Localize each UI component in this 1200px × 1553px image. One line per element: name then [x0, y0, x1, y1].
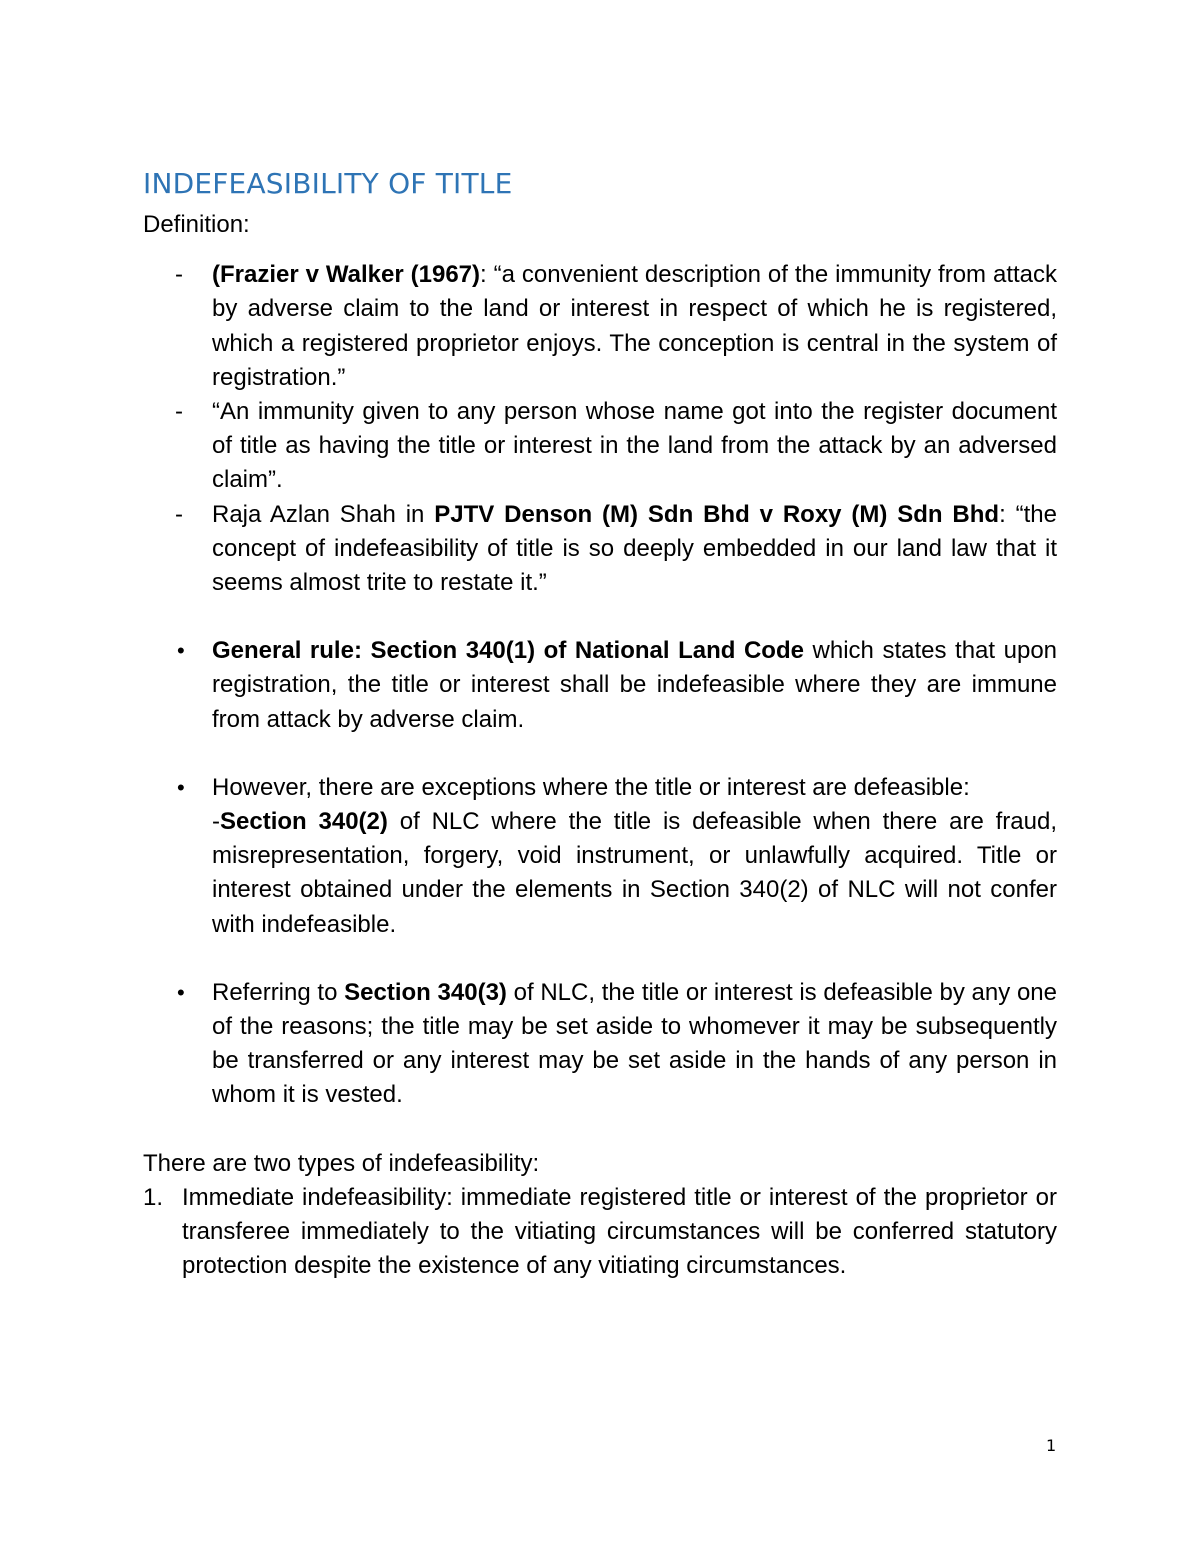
definition-item-marker: - [175, 261, 183, 289]
definition-list [143, 258, 1057, 600]
numbered-marker: 1. [143, 1183, 164, 1211]
definition-item-marker: - [175, 398, 183, 426]
bullet-text [212, 979, 1057, 1109]
types-intro: There are two types of indefeasibility: [143, 1149, 540, 1177]
numbered-item [143, 1181, 1057, 1284]
body-text: which states that upon registration, the title or interest shall be indefeasible where they are immune from attack by adverse claim. [212, 637, 1058, 733]
bold-text: PJTV Denson (M) Sdn Bhd v Roxy (M) Sdn Bhd [434, 500, 1000, 528]
bullet-item [143, 771, 1057, 942]
body-text: - [212, 808, 220, 836]
body-text: However, there are exceptions where the title or interest are defeasible: [212, 773, 970, 801]
definition-label: Definition: [143, 211, 250, 238]
bullet-marker: • [177, 979, 185, 1005]
definition-item-marker: - [175, 500, 183, 528]
paragraph-spacer [143, 600, 1057, 634]
definition-item [143, 395, 1057, 498]
body-text: of NLC where the title is defeasible when there are fraud, misrepresentation, forgery, void instrument, or unlawfully acquired. Title or interest obtained under the elements in Section 340(2) of NLC will not confer with indefeasible. [212, 808, 1057, 938]
bullet-marker: • [177, 774, 185, 800]
page-number: 1 [1046, 1436, 1057, 1455]
definition-item [143, 258, 1057, 395]
definition-item-text [212, 398, 1057, 493]
document-body [143, 164, 1057, 1283]
definition-item [143, 498, 1057, 601]
body-text: : “the concept of indefeasibility of title is so deeply embedded in our land law that it seems almost trite to restate it.” [212, 500, 1057, 597]
paragraph-spacer [143, 737, 1057, 771]
numbered-text: Immediate indefeasibility: immediate registered title or interest of the proprietor or transferee immediately to the vitiating circumstances will be conferred statutory protection despite the existence of any vitiating circumstances. [182, 1183, 1057, 1280]
bullet-text [212, 774, 1057, 938]
body-text: : “a convenient description of the immunity from attack by adverse claim to the land or interest in respect of which he is registered, which a registered proprietor enjoys. The conception is central in the system of registration.” [212, 261, 1058, 391]
bold-text: General rule: Section 340(1) of National Land Code [212, 637, 804, 665]
bullet-list [143, 600, 1057, 1112]
definition-item-text [212, 261, 1057, 391]
definition-item-text [212, 501, 1057, 596]
bullet-item [143, 976, 1057, 1113]
bullet-marker: • [177, 638, 185, 664]
body-text: “An immunity given to any person whose name got into the register document of title as having the title or interest in the land from the attack by an adversed claim”. [212, 398, 1057, 494]
bullet-text [212, 637, 1057, 732]
bold-text: Section 340(3) [344, 978, 507, 1006]
body-text: of NLC, the title or interest is defeasible by any one of the reasons; the title may be set aside to whomever it may be subsequently be transferred or any interest may be set aside in the hands of any person in whom it is vested. [212, 978, 1057, 1109]
types-list [143, 1181, 1057, 1284]
bullet-item [143, 634, 1057, 737]
body-text: Raja Azlan Shah in [212, 500, 435, 528]
bold-text: Section 340(2) [220, 808, 388, 836]
body-text: Referring to [212, 978, 345, 1006]
document-title: INDEFEASIBILITY OF TITLE [143, 167, 513, 200]
bold-text: (Frazier v Walker (1967) [212, 261, 481, 289]
paragraph-spacer [143, 942, 1057, 976]
